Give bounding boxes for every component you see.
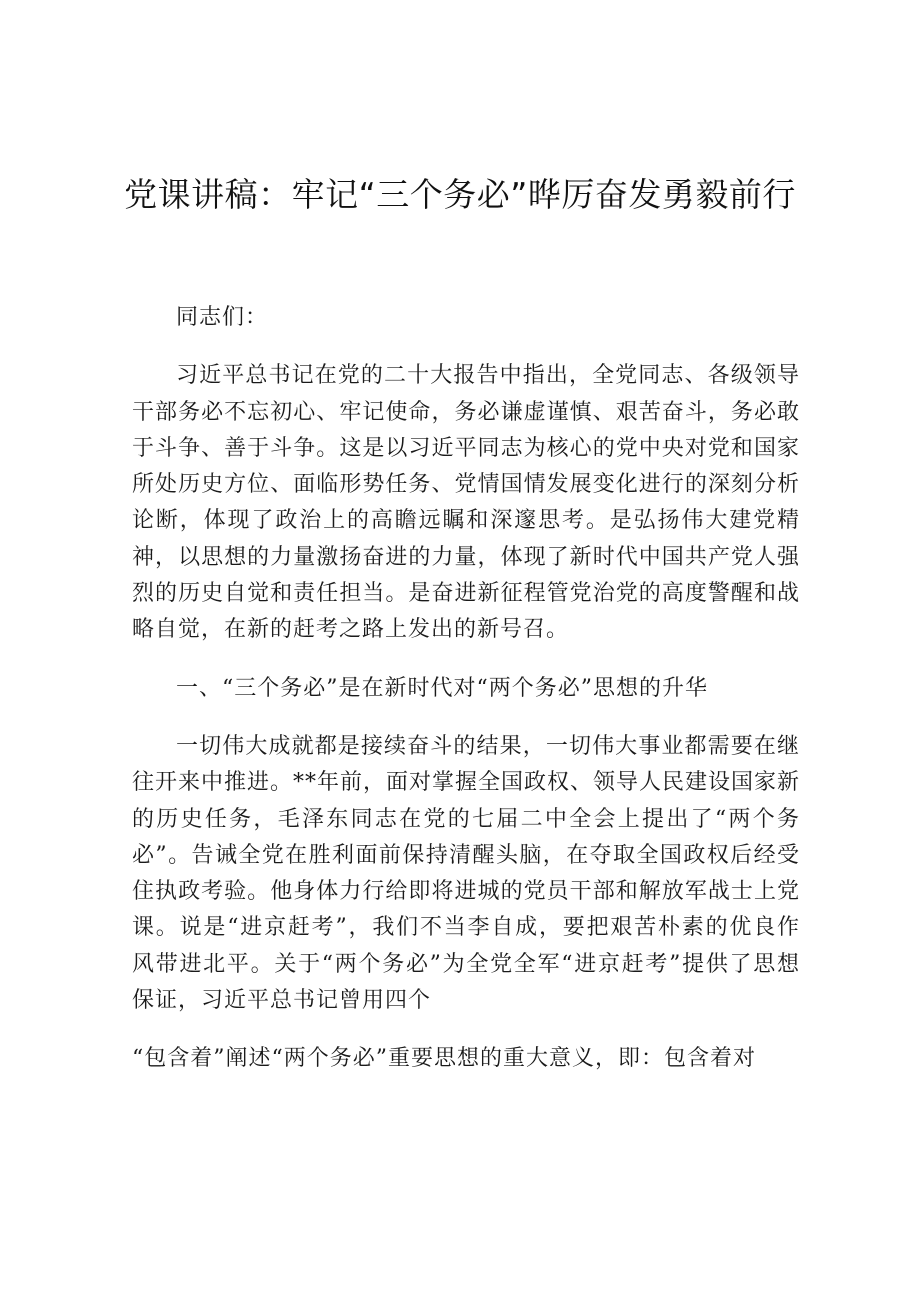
paragraph-history: 一切伟大成就都是接续奋斗的结果，一切伟大事业都需要在继往开来中推进。**年前，面对掌握全国政权、领导人民建设国家新的历史任务，毛泽东同志在党的七届二中全会上提出了“两个务必”。告诫全党在胜利面前保持清醒头脑，在夺取全国政权后经受住执政考验。他身体力行给即将进城的党员干部和解放军战士上党课。说是“进京赶考”，我们不当李自成，要把艰苦朴素的优良作风带进北平。关于“两个务必”为全党全军“进京赶考”提供了思想保证，习近平总书记曾用四个	[132, 733, 801, 1014]
paragraph-continuation: “包含着”阐述“两个务必”重要思想的重大意义，即：包含着对	[132, 1046, 756, 1072]
document-body	[132, 300, 800, 1100]
salutation: 同志们：	[176, 305, 269, 330]
paragraph-intro: 习近平总书记在党的二十大报告中指出，全党同志、各级领导干部务必不忘初心、牢记使命，务必谦虚谨慎、艰苦奋斗，务必敢于斗争、善于斗争。这是以习近平同志为核心的党中央对党和国家所处历史方位、面临形势任务、党情国情发展变化进行的深刻分析论断，体现了政治上的高瞻远瞩和深邃思考。是弘扬伟大建党精神，以思想的力量激扬奋进的力量，体现了新时代中国共产党人强烈的历史自觉和责任担当。是奋进新征程管党治党的高度警醒和战略自觉，在新的赶考之路上发出的新号召。	[132, 363, 800, 643]
document-title: 党课讲稿：牢记“三个务必”晔厉奋发勇毅前行	[124, 175, 796, 214]
section-heading-1: 一、“三个务必”是在新时代对“两个务必”思想的升华	[176, 675, 708, 701]
